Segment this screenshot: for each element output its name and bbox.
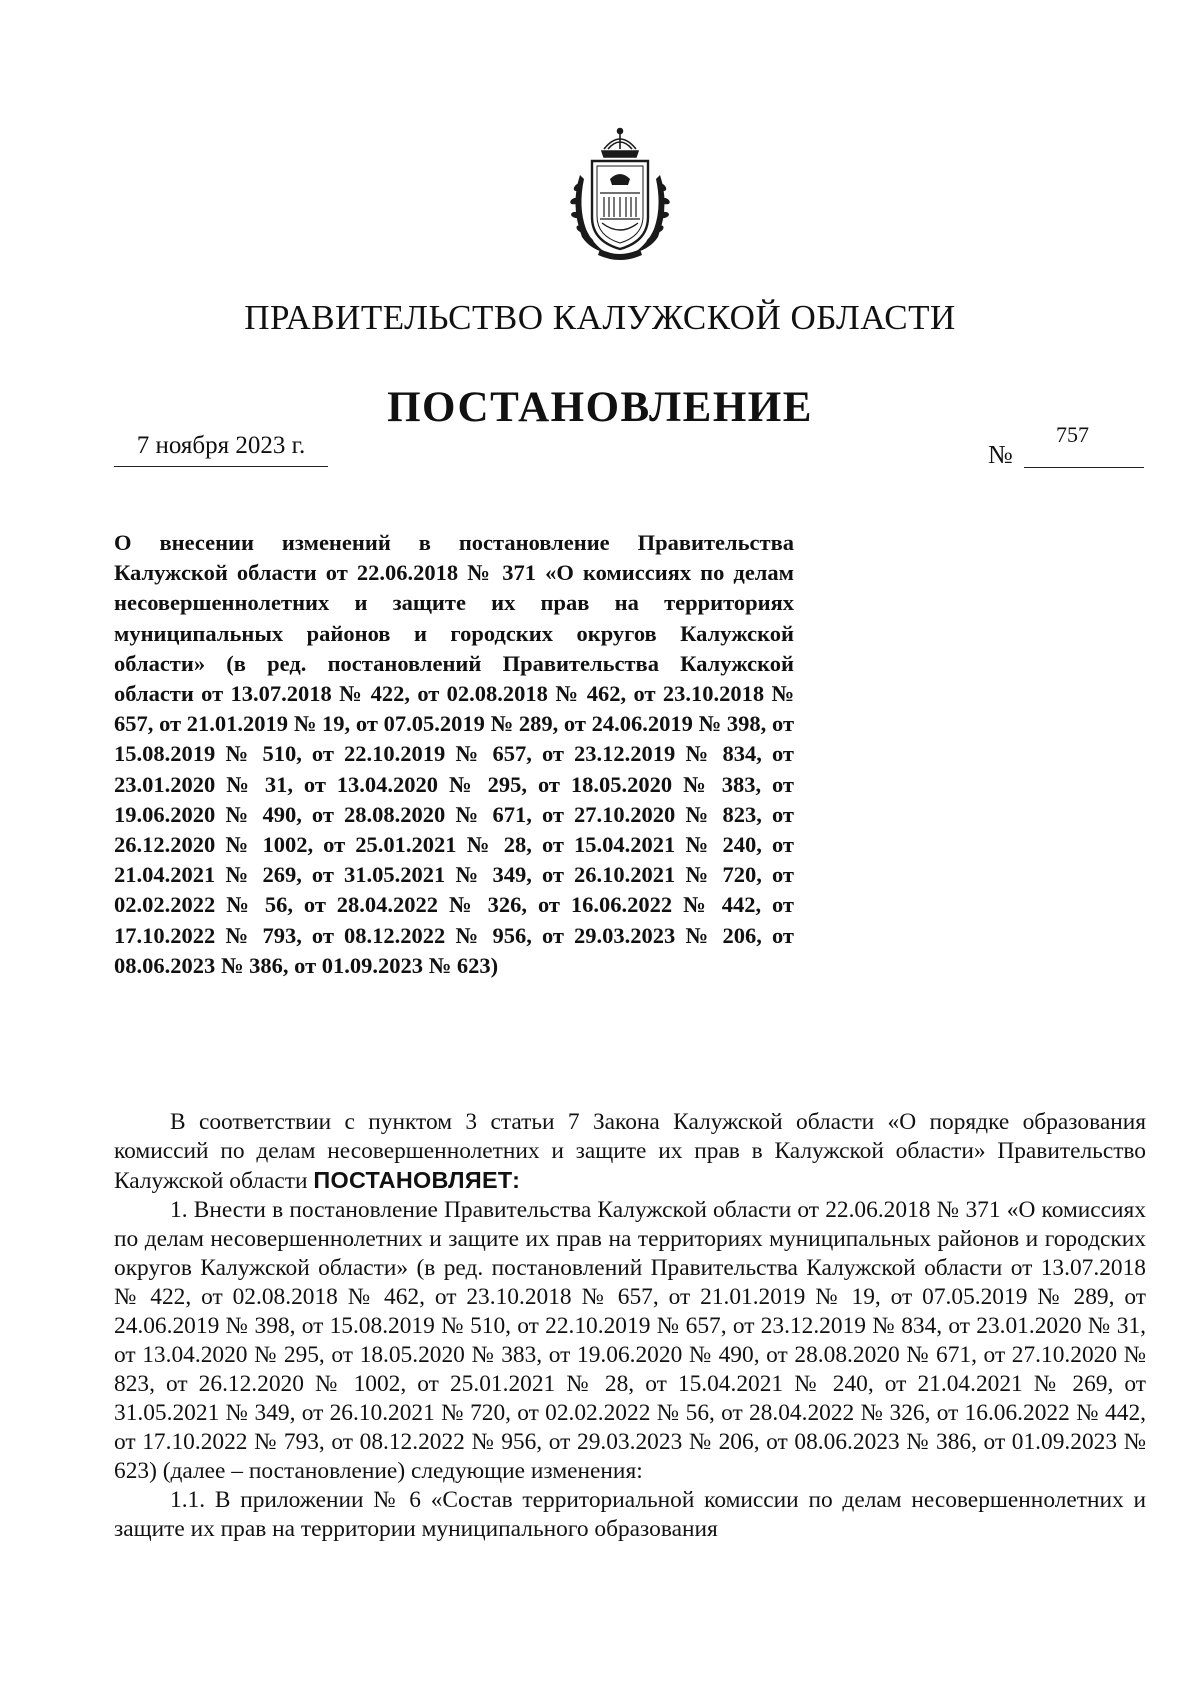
- document-subject: О внесении изменений в постановление Правительства Калужской области от 22.06.2018 № 371 «О комиссиях по делам несовершеннолетних и защите их прав на территориях муниципальных районов и городских округов Калужской области» (в ред. постановлений Правительства Калужской области от 13.07.2018 № 422, от 02.08.2018 № 462, от 23.10.2018 № 657, от 21.01.2019 № 19, от 07.05.2019 № 289, от 24.06.2019 № 398, от 15.08.2019 № 510, от 22.10.2019 № 657, от 23.12.2019 № 834, от 23.01.2020 № 31, от 13.04.2020 № 295, от 18.05.2020 № 383, от 19.06.2020 № 490, от 28.08.2020 № 671, от 27.10.2020 № 823, от 26.12.2020 № 1002, от 25.01.2021 № 28, от 15.04.2021 № 240, от 21.04.2021 № 269, от 31.05.2021 № 349, от 26.10.2021 № 720, от 02.02.2022 № 56, от 28.04.2022 № 326, от 16.06.2022 № 442, от 17.10.2022 № 793, от 08.12.2022 № 956, от 29.03.2023 № 206, от 08.06.2023 № 386, от 01.09.2023 № 623): [114, 530, 794, 978]
- document-date-field: [114, 432, 328, 467]
- preamble-text: В соответствии с пунктом 3 статьи 7 Закона Калужской области «О порядке образования комиссий по делам несовершеннолетних и защите их прав в Калужской области» Правительство Калужской области: [114, 1109, 1146, 1194]
- item-1-1-paragraph: 1.1. В приложении № 6 «Состав территориальной комиссии по делам несовершеннолетних и защите их прав на территории муниципального образования: [114, 1487, 1146, 1542]
- number-sign: №: [988, 440, 1013, 469]
- document-body: [114, 1108, 1146, 1544]
- document-date: 7 ноября 2023 г.: [136, 432, 306, 459]
- government-title: ПРАВИТЕЛЬСТВО КАЛУЖСКОЙ ОБЛАСТИ: [244, 298, 956, 337]
- resolves-word: ПОСТАНОВЛЯЕТ:: [313, 1167, 521, 1193]
- number-underline: [1024, 467, 1144, 468]
- item-1-paragraph: 1. Внести в постановление Правительства Калужской области от 22.06.2018 № 371 «О комиссиях по делам несовершеннолетних и защите их прав на территориях муниципальных районов и городских округов Калужской области» (в ред. постановлений Правительства Калужской области от 13.07.2018 № 422, от 02.08.2018 № 462, от 23.10.2018 № 657, от 21.01.2019 № 19, от 07.05.2019 № 289, от 24.06.2019 № 398, от 15.08.2019 № 510, от 22.10.2019 № 657, от 23.12.2019 № 834, от 23.01.2020 № 31, от 13.04.2020 № 295, от 18.05.2020 № 383, от 19.06.2020 № 490, от 28.08.2020 № 671, от 27.10.2020 № 823, от 26.12.2020 № 1002, от 25.01.2021 № 28, от 15.04.2021 № 240, от 21.04.2021 № 269, от 31.05.2021 № 349, от 26.10.2021 № 720, от 02.02.2022 № 56, от 28.04.2022 № 326, от 16.06.2022 № 442, от 17.10.2022 № 793, от 08.12.2022 № 956, от 29.03.2023 № 206, от 08.06.2023 № 386, от 01.09.2023 № 623) (далее – постановление) следующие изменения:: [114, 1197, 1146, 1484]
- document-number-field: [988, 422, 1144, 470]
- document-number: 757: [1056, 422, 1089, 447]
- coat-of-arms-icon: [560, 125, 680, 261]
- preamble-paragraph: [114, 1108, 1146, 1196]
- document-type: ПОСТАНОВЛЕНИЕ: [387, 384, 813, 431]
